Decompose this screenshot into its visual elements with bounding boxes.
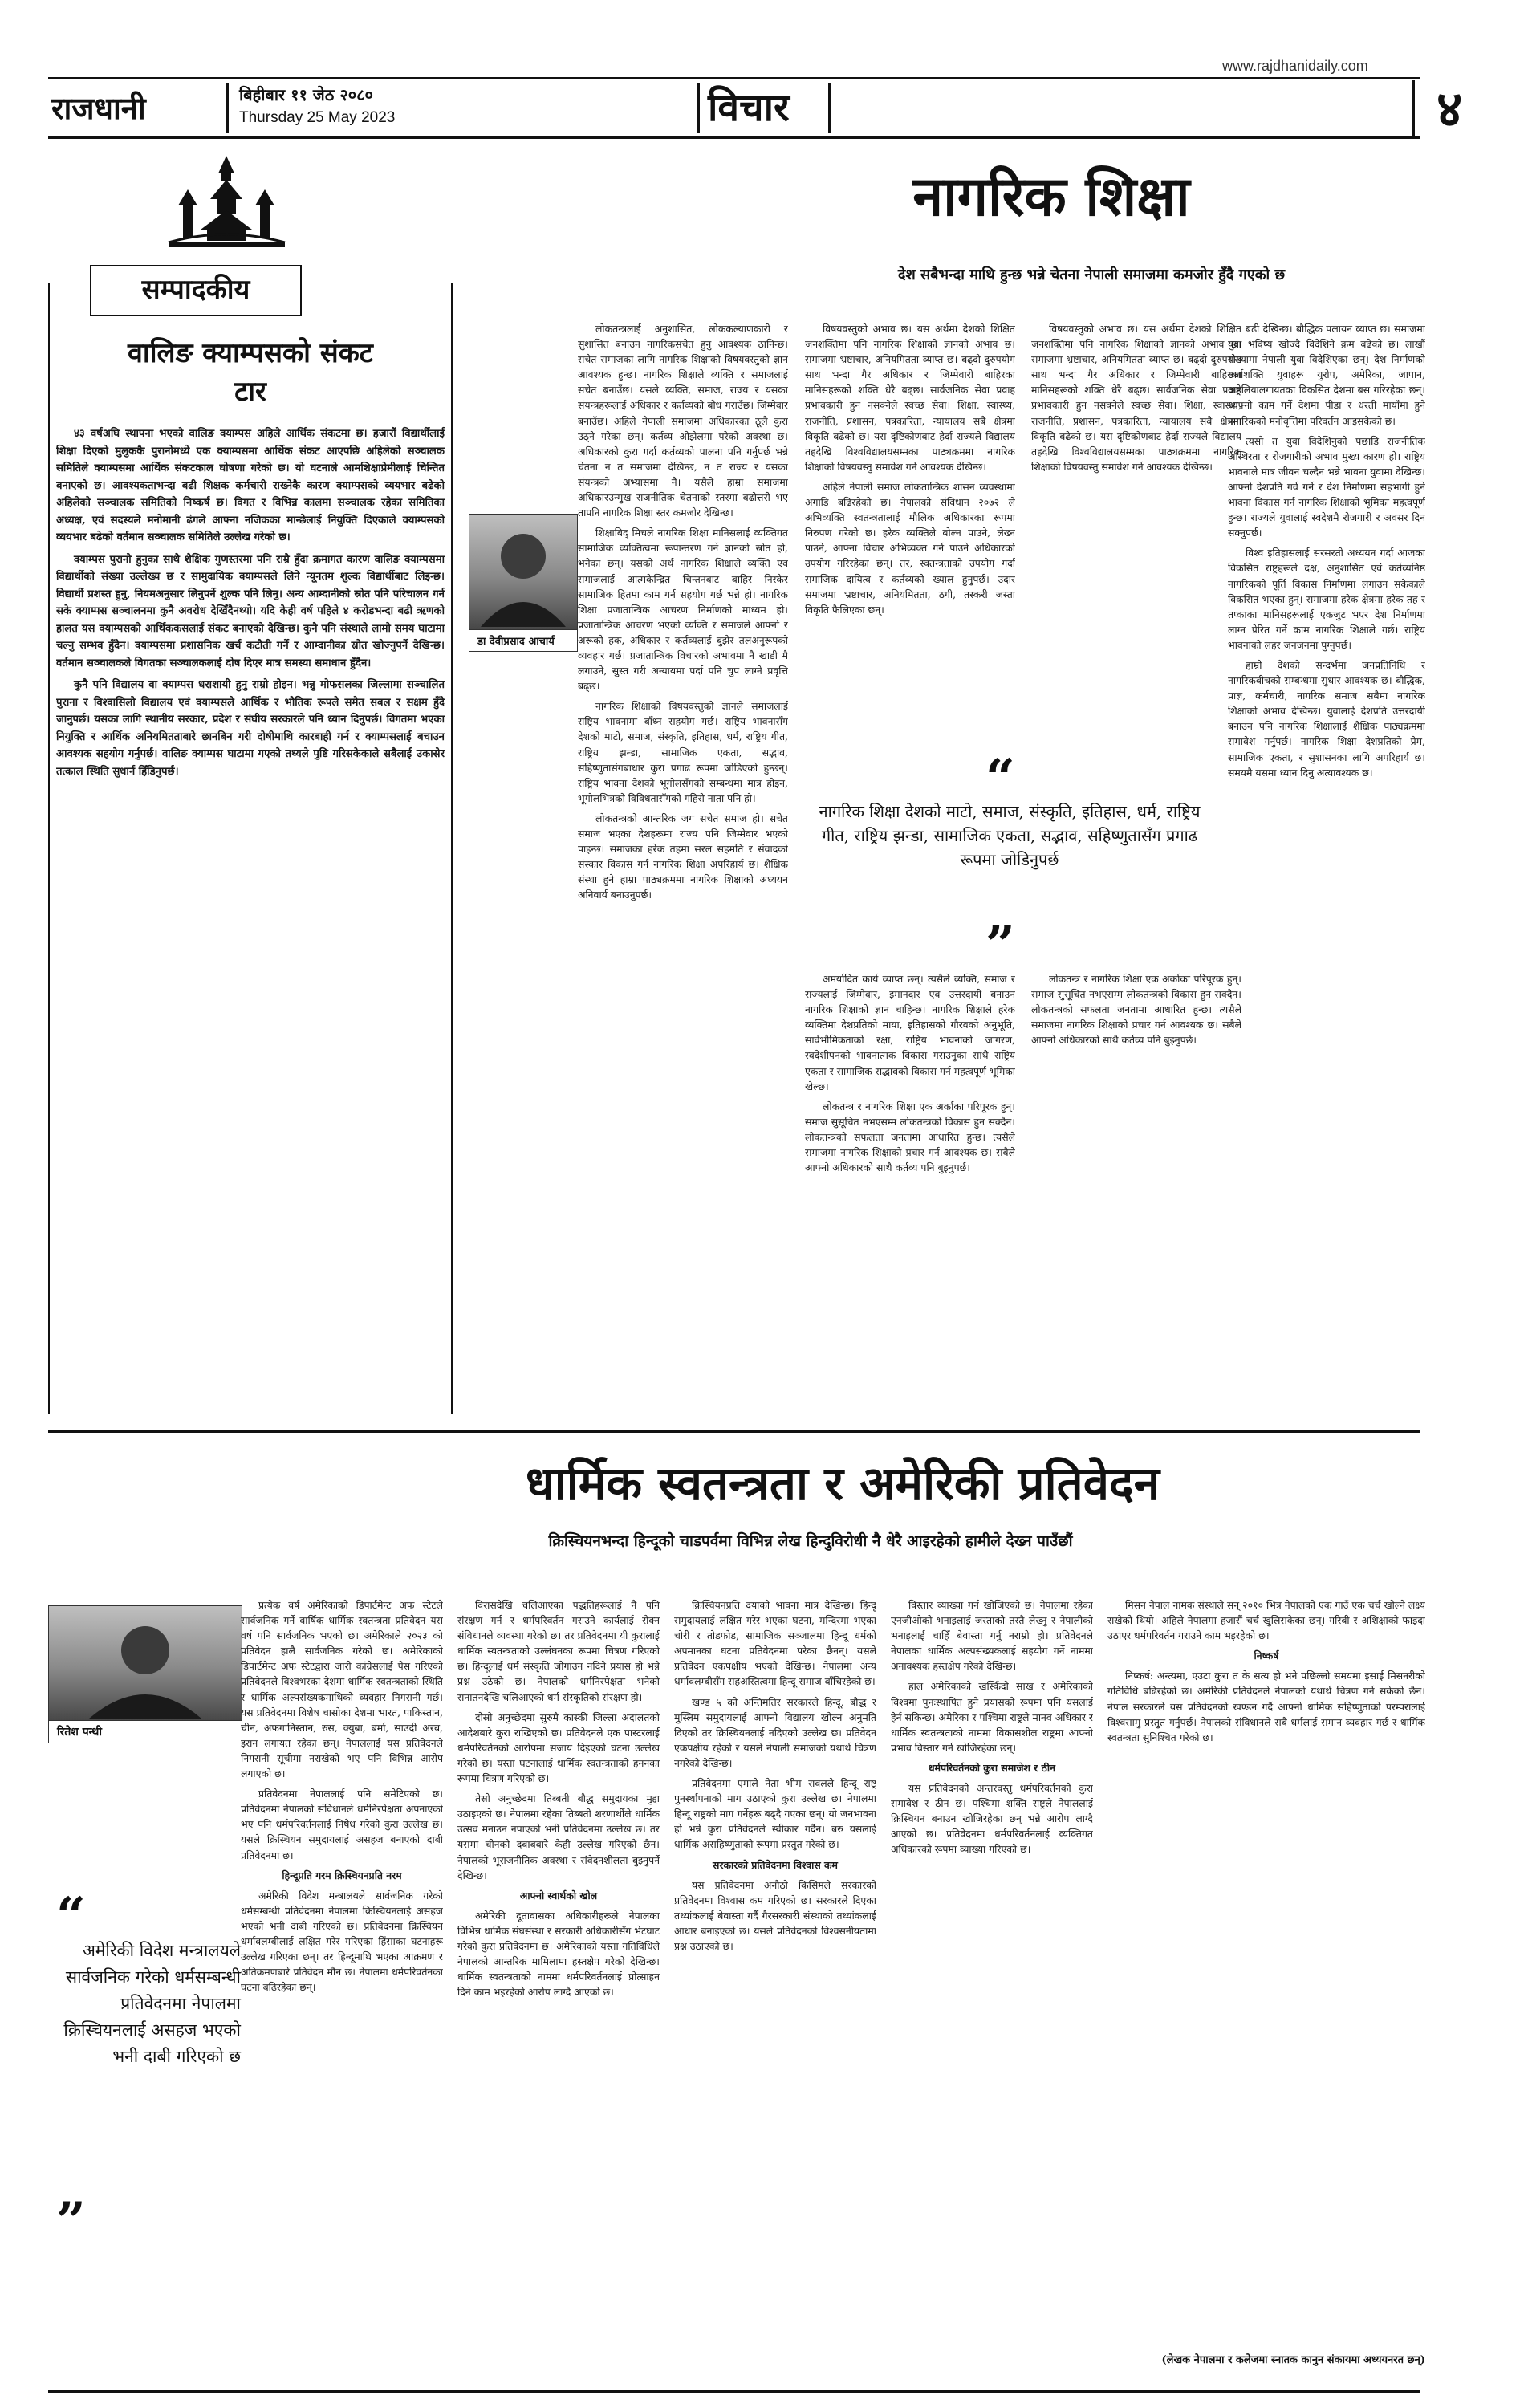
article2-col5 <box>1107 1597 1425 2352</box>
masthead <box>0 0 1532 140</box>
article1-paragraph: अमर्यादित कार्य व्याप्त छन्। त्यसैले व्यक्ति, समाज र राज्यलाई जिम्मेवार, इमानदार एव उत्तरदायी बनाउन नागरिक शिक्षाको ज्ञान चाहिन्छ। नागरिक शिक्षाले हरेक व्यक्तिमा देशप्रतिको माया, इतिहासको गौरवको अनुभूति, सार्वभौमिकताको रक्षा, राष्ट्रिय भावनाको जागरण, स्वदेशीपनको भावनात्मक विकास गराउनुका साथै राष्ट्रिय एकता र सामाजिक सद्भावको विकास गर्न महत्वपूर्ण भूमिका खेल्छ। <box>805 973 1015 1092</box>
article2-paragraph: तेस्रो अनुच्छेदमा तिब्बती बौद्ध समुदायका मुद्दा उठाइएको छ। नेपालमा रहेका तिब्बती शरणार्थीले धार्मिक उत्सव मनाउन नपाएको भनी प्रतिवेदनमा उल्लेख छ। तर यसमा चीनको दबाबबारे केही उल्लेख गरिएको छैन। नेपालको भूराजनीतिक अवस्था र संवेदनशीलता बुझ्नुपर्ने देखिन्छ। <box>457 1792 660 1881</box>
article1-paragraph: हाम्रो देशको सन्दर्भमा जनप्रतिनिधि र नागरिकबीचको सम्बन्धमा सुधार आवश्यक छ। बौद्धिक, प्राज्ञ, कर्मचारी, नागरिक समाज सबैमा नागरिक शिक्षाको अभाव देखिन्छ। युवालाई देशप्रति उत्तरदायी बनाउन पनि नागरिक शिक्षालाई शैक्षिक पाठ्यक्रममा समावेश गर्नुपर्छ। नागरिक शिक्षा देशप्रतिको प्रेम, सामाजिक एकता, र सुशासनका लागि अपरिहार्य छ। समयमै यसमा ध्यान दिनु अत्यावश्यक छ। <box>1228 658 1425 779</box>
article1-paragraph: लोकतन्त्र र नागरिक शिक्षा एक अर्काका परिपूरक हुन्। समाज सुसूचित नभएसम्म लोकतन्त्रको विकास हुन सक्दैन। लोकतन्त्रको सफलता जनतामा आधारित हुन्छ। त्यसैले समाजमा नागरिक शिक्षाको प्रचार गर्न आवश्यक छ। सबैले आफ्नो अधिकारको साथै कर्तव्य पनि बुझ्नुपर्छ। <box>805 1100 1015 1174</box>
section-divider <box>48 1430 1420 1433</box>
article1-col4 <box>1228 321 1425 1421</box>
article1-paragraph: विषयवस्तुको अभाव छ। यस अर्थमा देशको शिक्षित जनशक्तिमा पनि नागरिक शिक्षाको ज्ञानको अभाव छ। समाजमा भ्रष्टाचार, अनियमितता व्याप्त छ। बढ्दो दुरुपयोग साथ भन्दा गैर अधिकार र जिम्मेवारी बाहिरका मानिसहरूको शक्ति धेरै बढ्छ। सार्वजनिक सेवा प्रवाह प्रभावकारी हुन नसक्नेले स्वच्छ सेवा। शिक्षा, स्वास्थ्य, राजनीति, प्रशासन, पत्रकारिता, न्यायालय सबै क्षेत्रमा विकृति बढेको छ। यस दृष्टिकोणबाट हेर्दा राज्यले विद्यालय तहदेखि विश्वविद्यालयसम्मका पाठ्यक्रममा नागरिक शिक्षाको विषयवस्तु समावेश गर्न आवश्यक देखिन्छ। <box>805 323 1015 473</box>
brand-name: राजधानी <box>51 90 146 126</box>
date-english: Thursday 25 May 2023 <box>239 109 396 126</box>
article2-paragraph: निष्कर्ष: अन्त्यमा, एउटा कुरा त के सत्य हो भने पछिल्लो समयमा इसाई मिसनरीको गतिविधि बढिरहेको छ। अमेरिकी प्रतिवेदनले नेपालको यथार्थ चित्रण गर्न सकेको छैन। नेपाल सरकारले यस प्रतिवेदनको खण्डन गर्दै आफ्नो धार्मिक सहिष्णुताको परम्परालाई विश्वसामु प्रस्तुत गर्नुपर्छ। नेपालको संविधानले सबै धर्मलाई समान व्यवहार गर्छ र धार्मिक स्वतन्त्रता सुनिश्चित गरेको छ। <box>1107 1670 1425 1743</box>
article2-subhead: धर्मपरिवर्तनको कुरा समाजेश र ठीन <box>929 1761 1055 1774</box>
article2-col4 <box>891 1597 1093 2384</box>
article2-pullquote <box>48 1886 241 2251</box>
article2-paragraph: अमेरिकी विदेश मन्त्रालयले सार्वजनिक गरेको धर्मसम्बन्धी प्रतिवेदनमा नेपालमा क्रिस्चियनलाई असहज भएको भनी दाबी गरिएको छ। प्रतिवेदनमा क्रिस्चियन धर्मावलम्बीलाई लक्षित गरेर गरिएका हिंसाका घटनाहरू उल्लेख गरिएका छन्। तर हिन्दूमाथि भएका आक्रमण र अतिक्रमणबारे प्रतिवेदन मौन छ। नेपालमा धर्मपरिवर्तनका घटना बढिरहेका छन्। <box>241 1889 443 1994</box>
editorial-box <box>48 274 453 1414</box>
article2-paragraph: प्रतिवेदनमा नेपाललाई पनि समेटिएको छ। प्रतिवेदनमा नेपालको संविधानले धर्मनिरपेक्षता अपनाएको भए पनि धर्मपरिवर्तनलाई निषेध गरेको कुरा उल्लेख छ। यसले क्रिस्चियन समुदायलाई असहज बनाएको दाबी प्रतिवेदनमा छ। <box>241 1788 443 1861</box>
article1-col2 <box>805 321 1015 755</box>
quote-open-icon: “ <box>985 748 1015 808</box>
article2-subhead: आफ्नो स्वार्थको खोल <box>519 1889 598 1902</box>
article2-title: धार्मिक स्वतन्त्रता र अमेरिकी प्रतिवेदन <box>526 1456 1160 1511</box>
article2-paragraph: क्रिस्चियनप्रति दयाको भावना मात्र देखिन्छ। हिन्दू समुदायलाई लक्षित गरेर भएका घटना, मन्दिरमा भएका चोरी र तोडफोड, सामाजिक सञ्जालमा हिन्दू धर्मको अपमानका घटना प्रतिवेदनमा परेका छैनन्। यसले प्रतिवेदन एकपक्षीय भएको देखिन्छ। नेपालमा अन्य धर्मावलम्बीसँग सहअस्तित्वमा हिन्दू समाज बाँचिरहेको छ। <box>674 1599 876 1688</box>
article2-pullquote-text: अमेरिकी विदेश मन्त्रालयले सार्वजनिक गरेको धर्मसम्बन्धी प्रतिवेदनमा नेपालमा क्रिस्चियनलाई असहज भएको भनी दाबी गरिएको छ <box>63 1941 241 2066</box>
article1-title: नागरिक शिक्षा <box>912 165 1190 229</box>
editorial-body <box>56 425 445 1413</box>
article1-paragraph: विश्व इतिहासलाई सरसरती अध्ययन गर्दा आजका विकसित राष्ट्रहरूले दक्ष, अनुशासित एवं कर्तव्यनिष्ठ नागरिकको पूर्ति विकास निर्माणमा लगाउन सकेकाले विकसित भएका हुन्। समाजमा हरेक क्षेत्रमा हरेक तह र तप्काका मानिसहरूलाई एकजुट भएर देश निर्माणमा लाग्न प्रेरित गर्ने काम नागरिक शिक्षाले गर्छ। राष्ट्रिय भावनाको लहर जनजनमा पुग्नुपर्छ। <box>1228 547 1425 651</box>
url-text[interactable]: www.rajdhanidaily.com <box>1222 58 1368 74</box>
editorial-paragraph: क्याम्पस पुरानो हुनुका साथै शैक्षिक गुणस्तरमा पनि राम्रै हुँदा क्रमागत कारण वालिङ क्याम्पसमा विद्यार्थीको संख्या उल्लेख्य छ र सामुदायिक क्याम्पसले लिने न्यूनतम शुल्क विद्यार्थीबाट लिइन्छ। विद्यार्थी प्रशस्त हुनु, नियमअनुसार लिनुपर्ने शुल्क पनि लिनु। अन्य आम्दानीको स्रोत पनि परिचालन गर्न सके क्याम्पस सञ्चालनमा कुनै अवरोध देखिँदैनथ्यो। यदि केही वर्ष पहिले ४ करोडभन्दा बढी ऋणको हालत यस क्याम्पसको आर्थिककसलाई संकट बनाएको देखिन्छ। कुनै पनि संस्थाले लामो समय घाटामा चल्नु सम्भव हुँदैन। क्याम्पसमा प्रशासनिक खर्च कटौती गर्ने र आम्दानीका स्रोत खोज्नुपर्ने देखिन्छ। वर्तमान सञ्चालकले विगतका सञ्चालकलाई दोष दिएर मात्र समस्या समाधान हुँदैन। <box>56 553 445 669</box>
article2-paragraph: यस प्रतिवेदनमा अनौठो किसिमले सरकारको प्रतिवेदनमा विश्वास कम गरिएको छ। सरकारले दिएका तथ्यांकलाई बेवास्ता गर्दै गैरसरकारी संस्थाको तथ्यांकलाई आधार बनाइएको छ। यसले प्रतिवेदनको विश्वसनीयतामा प्रश्न उठाएको छ। <box>674 1878 876 1952</box>
article2-paragraph: हाल अमेरिकाको खस्किँदो साख र अमेरिकाको विश्वमा पुनःस्थापित हुने प्रयासको रूपमा पनि यसलाई हेर्न सकिन्छ। अमेरिका र पश्चिमा राष्ट्रले मानव अधिकार र धार्मिक स्वतन्त्रताको नाममा विकासशील राष्ट्रमा आफ्नो प्रभाव विस्तार गर्न खोजिरहेका छन्। <box>891 1680 1093 1754</box>
article2-col1 <box>241 1597 443 2384</box>
bottom-rule <box>48 2390 1420 2393</box>
author-photo <box>469 514 578 652</box>
article2-paragraph: विस्तार व्याख्या गर्न खोजिएको छ। नेपालमा रहेका एनजीओको भनाइलाई जस्ताको तस्तै लेख्नु र नेपालीको भनाइलाई चाहिँ बेवास्ता गर्नु नराम्रो हो। प्रतिवेदनले नेपालका धार्मिक अल्पसंख्यकलाई सहयोग गर्ने नाममा अनावश्यक हस्तक्षेप गरेको देखिन्छ। <box>891 1599 1093 1673</box>
article2-subhead: हिन्दूप्रति गरम क्रिस्चियनप्रति नरम <box>282 1869 402 1881</box>
article2-paragraph: अमेरिकी दूतावासका अधिकारीहरूले नेपालका विभिन्न धार्मिक संघसंस्था र सरकारी अधिकारीसँग भेटघाट गरेको कुरा प्रतिवेदनमा छ। अमेरिकाको यस्ता गतिविधिले नेपालको आन्तरिक मामिलामा हस्तक्षेप गरेको देखिन्छ। धार्मिक स्वतन्त्रताको नाममा धर्मपरिवर्तनलाई प्रोत्साहन दिने काम भइरहेको आरोप लाग्दै आएको छ। <box>457 1909 660 1999</box>
editorial-label: सम्पादकीय <box>90 265 302 316</box>
article2-paragraph: विरासदेखि चलिआएका पद्धतिहरूलाई नै पनि संरक्षण गर्न र धर्मपरिवर्तन गराउने कार्यलाई रोक्न संविधानले व्यवस्था गरेको छ। तर प्रतिवेदनमा यी कुरालाई धार्मिक स्वतन्त्रताको उल्लंघनका रूपमा चित्रण गरिएको छ। हिन्दूलाई धर्म संस्कृति जोगाउन नदिने प्रयास हो भन्ने प्रश्न उठेको छ। नेपालको धर्मनिरपेक्षता भनेको सनातनदेखि चलिआएको धर्म संस्कृतिको संरक्षण हो। <box>457 1599 660 1703</box>
editorial-paragraph: कुनै पनि विद्यालय वा क्याम्पस धराशायी हुनु राम्रो होइन। भन्नु मोफसलका जिल्लामा सञ्चालित पुराना र विश्वासिलो विद्यालय एवं क्याम्पसले आर्थिक र भौतिक रूपले समेत सबल र सक्षम हुँदै जानुपर्छ। यसका लागि स्थानीय सरकार, प्रदेश र संघीय सरकारले पनि ध्यान दिनुपर्छ। विगतमा भएका नियुक्ति र आर्थिक अनियमितताबारे छानबिन गरी दोषीमाथि कारबाही गर्न र क्याम्पसलाई बचाउन आवश्यक सहयोग गर्नुपर्छ। वालिङ क्याम्पस घाटामा गएको तथ्यले पुष्टि गरिसकेकाले सबैलाई उकासेर तत्काल स्थिति सुधार्न हिँडिनुपर्छ। <box>56 679 445 778</box>
article2-subhead: सरकारको प्रतिवेदनमा विश्वास कम <box>713 1858 838 1871</box>
author2-photo <box>48 1605 242 1743</box>
article2-paragraph: मिसन नेपाल नामक संस्थाले सन् २०१० भित्र नेपालको एक गाउँ एक चर्च खोल्ने लक्ष्य राखेको थियो। अहिले नेपालमा हजारौं चर्च खुलिसकेका छन्। गरिबी र अशिक्षाको फाइदा उठाएर धर्मपरिवर्तन गराउने काम भइरहेको छ। <box>1107 1599 1425 1642</box>
editorial-paragraph: ४३ वर्षअघि स्थापना भएको वालिङ क्याम्पस अहिले आर्थिक संकटमा छ। हजारौं विद्यार्थीलाई शिक्षा दिएको मुलुककै पुरानोमध्ये एक क्याम्पसमा आर्थिक संकट आएपछि अहिलेको सञ्चालक समितिले क्याम्पसमा आर्थिक संकटकाल घोषणा गरेको छ। यो घटनाले आमशिक्षाप्रेमीलाई चिन्तित बनाएको छ। आवश्यकताभन्दा बढी शिक्षक कर्मचारी राख्नेकै कारण क्याम्पसको व्ययभार बढेको अहिलेको सञ्चालक समितिको निष्कर्ष छ। विगत र विभिन्न कालमा सञ्चालक रहेका समितिका अध्यक्ष, एवं सदस्यले मनोमानी ढंगले आफ्ना नजिकका मान्छेलाई नियुक्ति दिएकाले क्याम्पसको व्ययभार बढेको वर्तमान सञ्चालक समितिले उल्लेख गरेको छ। <box>56 428 445 543</box>
author-caption: डा देवीप्रसाद आचार्य <box>469 629 577 651</box>
date-nepali: बिहीबार ११ जेठ २०८० <box>239 85 373 104</box>
article2-paragraph: प्रतिवेदनमा एमाले नेता भीम रावलले हिन्दू राष्ट्र पुनर्स्थापनाको माग उठाएको कुरा उल्लेख छ। नेपालमा हिन्दू राष्ट्रको माग गर्नेहरू बढ्दै गएका छन्। यो जनभावना हो भन्ने कुरा प्रतिवेदनले स्वीकार गर्दैन। बरु यसलाई धार्मिक असहिष्णुताको रूपमा प्रस्तुत गरेको छ। <box>674 1777 876 1851</box>
quote-close-icon: ” <box>985 915 1015 975</box>
quote-open-icon: “ <box>56 1886 86 1946</box>
quote-close-icon: ” <box>56 2191 86 2251</box>
article2-paragraph: यस प्रतिवेदनको अन्तरवस्तु धर्मपरिवर्तनको कुरा समावेश र ठीन छ। पश्चिमा शक्ति राष्ट्रले नेपाललाई क्रिस्चियन बनाउन खोजिरहेका छन् भन्ने आरोप लाग्दै आएको छ। प्रतिवेदनमा धर्मपरिवर्तनलाई व्यक्तिगत अधिकारको रूपमा व्याख्या गरिएको छ। <box>891 1782 1093 1856</box>
article1-col2b <box>805 971 1015 1421</box>
page-number: ४ <box>1437 79 1463 138</box>
article1-col1 <box>578 321 788 1421</box>
article1-paragraph: लोकतन्त्र र नागरिक शिक्षा एक अर्काका परिपूरक हुन्। समाज सुसूचित नभएसम्म लोकतन्त्रको विकास हुन सक्दैन। लोकतन्त्रको सफलता जनतामा आधारित हुन्छ। त्यसैले समाजमा नागरिक शिक्षाको प्रचार गर्न आवश्यक छ। सबैले आफ्नो अधिकारको साथै कर्तव्य पनि बुझ्नुपर्छ। <box>1031 973 1241 1047</box>
article1-col3b <box>1031 971 1241 1421</box>
article1-pullquote <box>805 748 1214 975</box>
article1-paragraph: अहिले नेपाली समाज लोकतान्त्रिक शासन व्यवस्थामा अगाडि बढिरहेको छ। नेपालको संविधान २०७२ ले अभिव्यक्ति स्वतन्त्रतालाई मौलिक अधिकारका रूपमा निरुपण गरेको छ। हरेक व्यक्तिले बोल्न पाउने, लेख्न पाउने, आफ्ना विचार अभिव्यक्त गर्न पाउने अधिकारको उपयोग गरिरहेका छन्। तर, स्वतन्त्रताको उपयोग गर्दा समाजिक दायित्व र कर्तव्यको ख्याल हुनुपर्छ। उदार समाजमा भ्रष्टाचार, अनियमितता, ठगी, तस्करी जस्ता विकृति फैलिएका छन्। <box>805 480 1015 616</box>
article2-paragraph: खण्ड ५ को अन्तिमतिर सरकारले हिन्दू, बौद्ध र मुस्लिम समुदायलाई आफ्नो विद्यालय खोल्न अनुमति दिएको तर क्रिस्चियनलाई नदिएको उल्लेख छ। प्रतिवेदन एकपक्षीय रहेको र यसले नेपाली समाजको यथार्थ चित्रण नगरेको देखिन्छ। <box>674 1695 876 1769</box>
article1-paragraph: नागरिक शिक्षाको विषयवस्तुको ज्ञानले समाजलाई राष्ट्रिय भावनामा बाँध्न सहयोग गर्छ। राष्ट्रिय भावनासँग देशको माटो, समाज, संस्कृति, इतिहास, धर्म, राष्ट्रिय गीत, राष्ट्रिय झन्डा, सामाजिक एकता, सद्भाव, सहिष्णुतासंगबाधार कुरा प्रगाढ रूपमा जोडिएको हुन्छन्। राष्ट्रिय भावना देशको भूगोलसँगको सम्बन्धमा मात्र होइन, भूगोलभित्रको विविधतासँगको गहिरो नाता पनि हो। <box>578 700 788 804</box>
author2-caption: रितेश पन्थी <box>49 1720 242 1743</box>
article2-paragraph: दोस्रो अनुच्छेदमा सुरुमै कास्की जिल्ला अदालतको आदेशबारे कुरा राखिएको छ। प्रतिवेदनले एक पास्टरलाई धर्मपरिवर्तनको आरोपमा सजाय दिइएको घटना उल्लेख गरेको छ। यस्ता घटनालाई धार्मिक स्वतन्त्रताको हननका रूपमा चित्रण गरिएको छ। <box>457 1710 660 1785</box>
article2-col3 <box>674 1597 876 2384</box>
article2-footnote: (लेखक नेपालमा र कलेजमा स्नातक कानुन संकायमा अध्ययनरत छन्) <box>1161 2354 1425 2366</box>
article1-paragraph: त्यसो त युवा विदेशिनुको पछाडि राजनीतिक अस्थिरता र रोजगारीको अभाव मुख्य कारण हो। राष्ट्रिय भावनाले मात्र जीवन चल्दैन भन्ने भावना युवामा देखिन्छ। आफ्नो देशप्रति गर्व गर्ने र देश निर्माणमा सहभागी हुने भावना विकास गर्न नागरिक शिक्षाको भूमिका महत्वपूर्ण हुन्छ। राज्यले युवालाई स्वदेशमै रोजगारी र अवसर दिन सक्नुपर्छ। <box>1228 434 1425 539</box>
article1-paragraph: विषयवस्तुको अभाव छ। यस अर्थमा देशको शिक्षित जनशक्तिमा पनि नागरिक शिक्षाको ज्ञानको अभाव छ। समाजमा भ्रष्टाचार, अनियमितता व्याप्त छ। बढ्दो दुरुपयोग साथ भन्दा गैर अधिकार र जिम्मेवारी बाहिरका मानिसहरूको शक्ति धेरै बढ्छ। सार्वजनिक सेवा प्रवाह प्रभावकारी हुन नसक्नेले स्वच्छ सेवा। शिक्षा, स्वास्थ्य, राजनीति, प्रशासन, पत्रकारिता, न्यायालय सबै क्षेत्रमा विकृति बढेको छ। यस दृष्टिकोणबाट हेर्दा राज्यले विद्यालय तहदेखि विश्वविद्यालयसम्मका पाठ्यक्रममा नागरिक शिक्षाको विषयवस्तु समावेश गर्न आवश्यक देखिन्छ। <box>1031 323 1241 473</box>
article2-subtitle: क्रिस्चियनभन्दा हिन्दूको चाडपर्वमा विभिन्न लेख हिन्दुविरोधी नै धेरै आइरहेको हामीले देख्न पाउँछौं <box>548 1532 1073 1550</box>
section-title: विचार <box>708 85 790 130</box>
editorial-title: वालिङ क्याम्पसको संकट टार <box>128 337 373 408</box>
article2-col2 <box>457 1597 660 2384</box>
article1-paragraph: लोकतन्त्रलाई अनुशासित, लोककल्याणकारी र सुशासित बनाउन नागरिकसचेत हुनु आवश्यक ठानिन्छ। सचेत समाजका लागि नागरिक शिक्षाको विषयवस्तुको ज्ञान आवश्यक हुन्छ। नागरिक शिक्षाले व्यक्ति र समाजलाई सचेत बनाउँछ। यसले व्यक्ति, समाज, राज्य र यसका संयन्त्रहरूलाई अधिकार र कर्तव्यको बोध गराउँछ। जिम्मेवार बनाउँछ। अहिले नेपाली समाजमा अधिकारका ठूलै कुरा उठ्ने गरेका छन्। कर्तव्य ओझेलमा परेको अवस्था छ। अधिकारको कुरा गर्दा कर्तव्यको पालना पनि गर्नुपर्छ भन्ने चेतना न त समाजमा देखिन्छ, न त राज्य र यसका संयन्त्रको अभ्यासमा नै। यसैले हाम्रा समाजमा अधिकारउन्मुख राजनीतिक चेतनाको स्तरमा बढोत्तरी भए तापनि नागरिक शिक्षा स्तर कमजोर देखिन्छ। <box>578 323 788 519</box>
article2-subhead: निष्कर्ष <box>1254 1649 1279 1662</box>
article1-paragraph: लोकतन्त्रको आन्तरिक जग सचेत समाज हो। सचेत समाज भएका देशहरूमा राज्य पनि जिम्मेवार भएको पाइन्छ। समाजका हरेक तहमा सरल सहमति र संवादको संस्कार विकास गर्न नागरिक शिक्षा अपरिहार्य छ। शैक्षिक संस्था हुने हाम्रा पाठ्यक्रममा नागरिक शिक्षाको अध्ययन अनिवार्य बनाउनुपर्छ। <box>578 811 788 901</box>
article1-subtitle: देश सबैभन्दा माथि हुन्छ भन्ने चेतना नेपाली समाजमा कमजोर हुँदै गएको छ <box>897 266 1286 283</box>
article1-col3 <box>1031 321 1241 755</box>
article1-paragraph: शिक्षाबिद् मिचले नागरिक शिक्षा मानिसलाई व्यक्तिगत सामाजिक व्यक्तित्वमा रूपान्तरण गर्ने ज्ञानको स्रोत हो, भनेका छन्। यसको अर्थ नागरिक शिक्षाले व्यक्ति एव समाजलाई आत्मकेन्द्रित चिन्तनबाट बाहिर निस्केर सामाजिक हितमा काम गर्न सहयोग गर्छ भन्ने हो। नागरिक शिक्षा प्रजातान्त्रिक आचरण निर्माणको माध्यम हो। प्रजातान्त्रिक आचरण भएको व्यक्ति र समाजले आफ्नो र अरूको हक, अधिकार र कर्तव्यलाई बुझेर तलअनुरूपको व्यवहार गर्छ। प्रजातान्त्रिक विचारको अभावमा नै खाडी मै लगाउने, सुस्त गरी अन्यायमा पर्दा पनि चुप लाग्ने प्रवृत्ति बढ्छ। <box>578 527 788 693</box>
logo <box>161 149 293 254</box>
article1-pullquote-text: नागरिक शिक्षा देशको माटो, समाज, संस्कृति, इतिहास, धर्म, राष्ट्रिय गीत, राष्ट्रिय झन्डा, सामाजिक एकता, सद्भाव, सहिष्णुतासँग प्रगाढ रूपमा जोडिनुपर्छ <box>819 802 1201 869</box>
article1-paragraph: बढी देखिन्छ। बौद्धिक पलायन व्याप्त छ। समाजमा युवा भविष्य खोज्दै विदेशिने क्रम बढेको छ। लाखौं संख्यामा नेपाली युवा विदेशिएका छन्। देश निर्माणको उर्जाशक्ति युवाहरू युरोप, अमेरिका, जापान, अष्ट्रेलियालगायतका विकसित देशमा बस गरिरहेका छन्। आफ्नो काम गर्ने देशमा पीडा र धरती मायाँमा हुने नागरिकको मनोवृत्तिमा परिवर्तन आइसकेको छ। <box>1228 323 1425 427</box>
article2-paragraph: प्रत्येक वर्ष अमेरिकाको डिपार्टमेन्ट अफ स्टेटले सार्वजनिक गर्ने वार्षिक धार्मिक स्वतन्त्रता प्रतिवेदन यस वर्ष पनि सार्वजनिक भएको छ। अमेरिकाले २०२३ को प्रतिवेदन हालै सार्वजनिक गरेको छ। अमेरिकाको डिपार्टमेन्ट अफ स्टेटद्वारा जारी कांग्रेसलाई पेस गरिएको प्रतिवेदनले विश्वभरका देशमा धार्मिक स्वतन्त्रताको स्थिति र धार्मिक अल्पसंख्यकमाथिको व्यवहार निगरानी गर्छ। यस प्रतिवेदनमा विशेष चासोका देशमा भारत, पाकिस्तान, चीन, अफगानिस्तान, रुस, क्युबा, बर्मा, साउदी अरब, इरान लगायत रहेका छन्। नेपाललाई यस प्रतिवेदनले निगरानी सूचीमा नराखेको भए पनि विभिन्न आरोप लगाएको छ। <box>241 1599 443 1780</box>
